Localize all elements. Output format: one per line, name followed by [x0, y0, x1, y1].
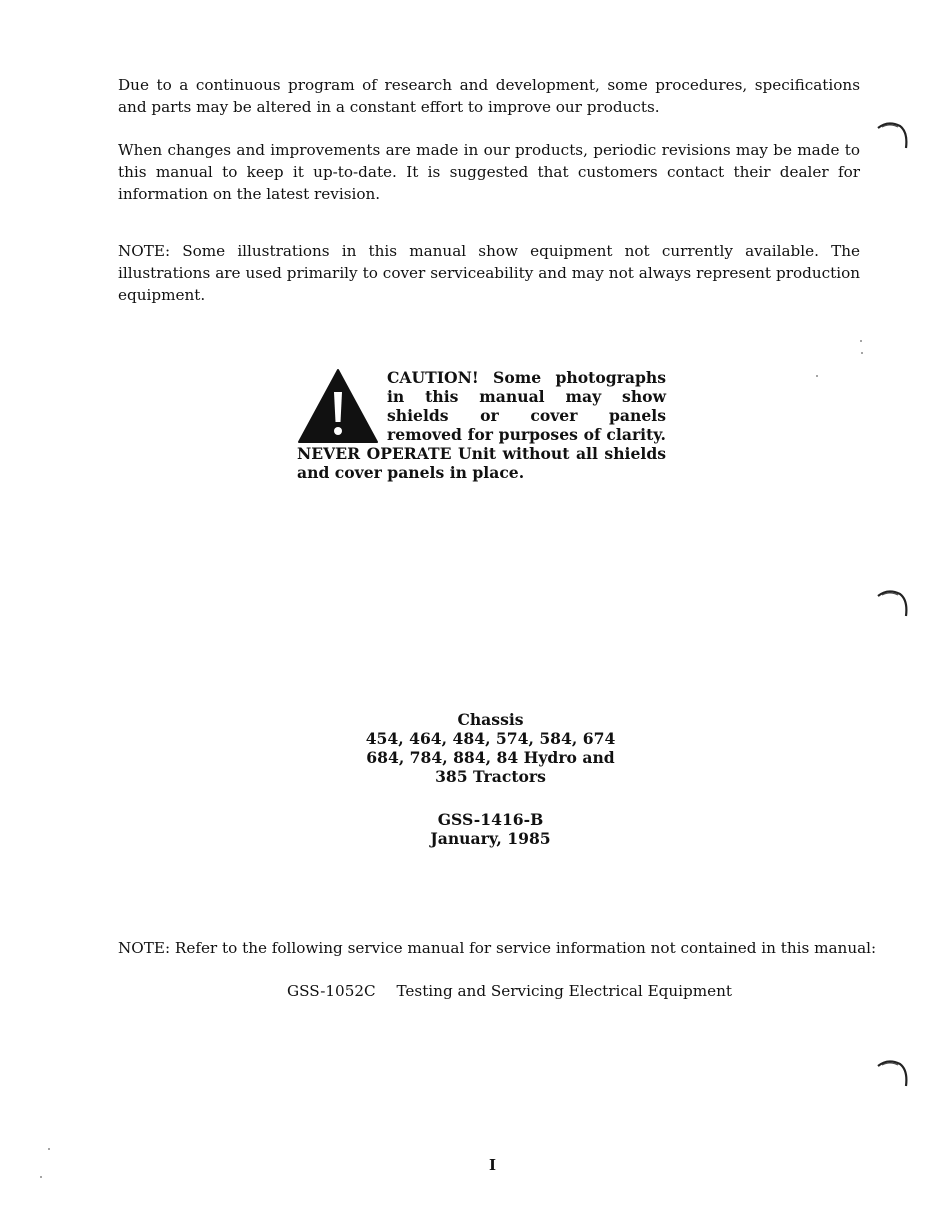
title-line: 684, 784, 884, 84 Hydro and — [366, 748, 615, 767]
illustration-note: NOTE: Some illustrations in this manual show equipment not currently available. The illustrations are used primarily to cover serviceability and may not always represent production equipment. — [118, 242, 860, 304]
binder-hole-mark-icon — [876, 1056, 910, 1090]
binder-hole-mark-icon — [876, 586, 910, 620]
reference-entry — [287, 980, 732, 1002]
warning-triangle-icon — [297, 368, 379, 444]
document-id-block — [300, 810, 681, 848]
title-line: 454, 464, 484, 574, 584, 674 — [365, 729, 616, 748]
revision-paragraph: When changes and improvements are made in our products, periodic revisions may be made to this manual to keep it up-to-date. It is suggested that customers contact their dealer for information on the latest revision. — [118, 141, 860, 203]
reference-note: NOTE: Refer to the following service manual for service information not contained in this manual: — [118, 939, 877, 957]
document-date: January, 1985 — [430, 829, 551, 848]
scan-speck — [48, 1148, 50, 1150]
scan-speck — [861, 352, 863, 354]
reference-code: GSS-1052C — [287, 982, 376, 1000]
intro-paragraph: Due to a continuous program of research and development, some procedures, specifications and parts may be altered in a constant effort to improve our products. — [118, 76, 860, 116]
binder-hole-mark-icon — [876, 118, 910, 152]
reference-title: Testing and Servicing Electrical Equipment — [396, 982, 733, 1000]
page-number: I — [489, 1156, 497, 1174]
document-code: GSS-1416-B — [437, 810, 544, 829]
scan-speck — [860, 340, 862, 342]
scan-speck — [816, 375, 818, 377]
caution-text: CAUTION! Some photographs in this manual may show shields or cover panels removed for purposes of clarity. NEVER OPERATE Unit without all shields and cover panels in place. — [297, 368, 666, 482]
scan-speck — [40, 1176, 42, 1178]
title-line: Chassis — [457, 710, 524, 729]
caution-block — [297, 368, 666, 482]
title-line: 385 Tractors — [435, 767, 546, 786]
title-block — [300, 710, 681, 786]
